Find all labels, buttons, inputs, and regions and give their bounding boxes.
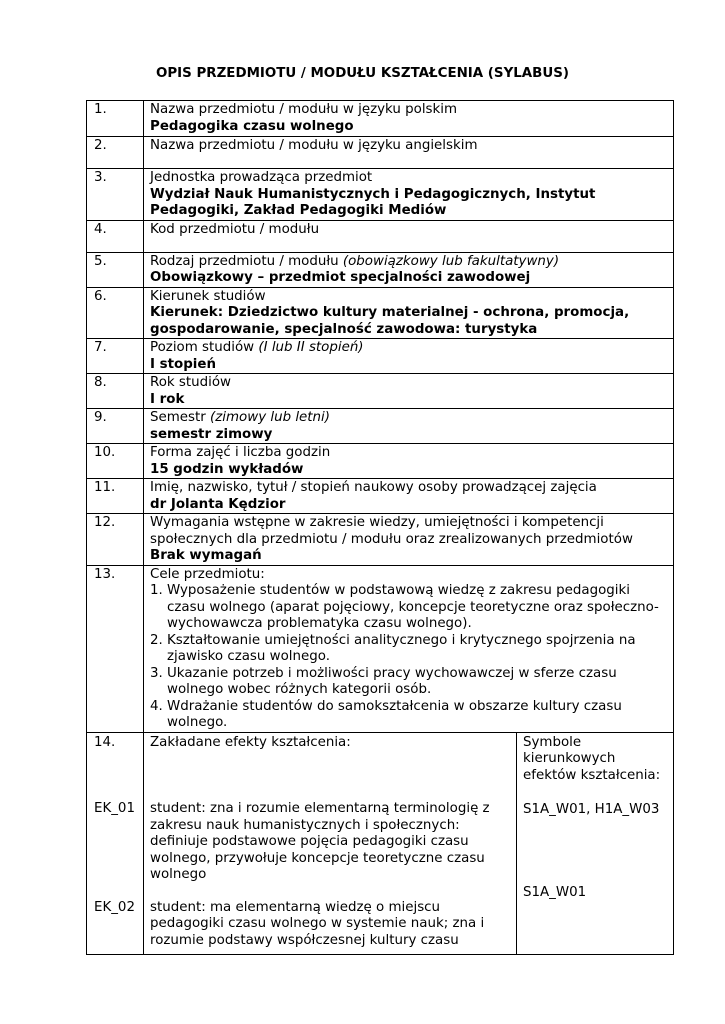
row-value: Pedagogika czasu wolnego [150, 118, 354, 134]
table-row-effects [87, 732, 674, 954]
list-item: 2. Kształtowanie umiejętności analitycznego i krytycznego spojrzenia na zjawisko czasu wolnego. [150, 632, 636, 664]
row-number: 13. [87, 565, 144, 732]
effect-code: EK_01 [94, 801, 135, 816]
row-label: Kierunek studiów [150, 288, 266, 304]
row-number: 10. [87, 444, 144, 479]
row-number: 7. [87, 339, 144, 374]
row-number: 8. [87, 374, 144, 409]
table-row [87, 101, 674, 137]
row-value: semestr zimowy [150, 426, 273, 442]
row-value: Brak wymagań [150, 548, 262, 563]
row-value: Wydział Nauk Humanistycznych i Pedagogicznych, Instytut Pedagogiki, Zakład Pedagogiki Mediów [150, 186, 596, 218]
row-label: Nazwa przedmiotu / modułu w języku angielskim [150, 138, 478, 153]
table-row [87, 287, 674, 339]
row-number: 1. [87, 101, 144, 137]
row-number: 12. [87, 514, 144, 566]
row-number: 9. [87, 409, 144, 444]
list-item: 1. Wyposażenie studentów w podstawową wiedzę z zakresu pedagogiki czasu wolnego (aparat pojęciowy, koncepcje teoretyczne oraz społeczno-wychowawcza problematyka czasu wolnego). [150, 583, 659, 631]
table-row [87, 514, 674, 566]
row-number: 3. [87, 169, 144, 221]
row-number: 5. [87, 252, 144, 287]
row-number: 2. [87, 137, 144, 169]
row-label: Rok studiów [150, 375, 231, 390]
row-label: Poziom studiów [150, 340, 255, 355]
row-label: Nazwa przedmiotu / modułu w języku polskim [150, 102, 458, 117]
table-row [87, 409, 674, 444]
effect-description: student: ma elementarną wiedzę o miejscu pedagogiki czasu wolnego w systemie nauk; zna i rozumie podstawy współczesnej kultury czasu [150, 899, 485, 948]
list-item: 4. Wdrażanie studentów do samokształcenia w obszarze kultury czasu wolnego. [150, 698, 622, 730]
table-row [87, 374, 674, 409]
row-label: Jednostka prowadząca przedmiot [150, 170, 373, 185]
effect-symbols: S1A_W01, H1A_W03 [523, 802, 660, 817]
row-number: 4. [87, 220, 144, 252]
table-row-goals [87, 565, 674, 732]
table-row [87, 252, 674, 287]
effect-code: EK_02 [94, 899, 135, 915]
row-number: 11. [87, 479, 144, 514]
row-hint: (obowiązkowy lub fakultatywny) [342, 253, 560, 269]
row-hint: (zimowy lub letni) [210, 410, 330, 425]
row-value: I stopień [150, 356, 217, 372]
symbols-header: Symbole kierunkowych efektów kształcenia: [523, 734, 661, 783]
table-row [87, 220, 674, 252]
table-row [87, 339, 674, 374]
row-number: 6. [87, 287, 144, 339]
effect-description: student: zna i rozumie elementarną terminologię z zakresu nauk humanistycznych i społecznych: definiuje podstawowe pojęcia pedagogiki czasu wolnego, przywołuje koncepcje teoretyczne czasu wolnego [150, 801, 490, 882]
row-label: Semestr [150, 410, 206, 425]
row-value: Obowiązkowy – przedmiot specjalności zawodowej [150, 270, 531, 285]
row-value: dr Jolanta Kędzior [150, 496, 286, 512]
row-label: Forma zajęć i liczba godzin [150, 445, 331, 460]
document-title: OPIS PRZEDMIOTU / MODUŁU KSZTAŁCENIA (SYLABUS) [155, 66, 570, 81]
effect-symbols: S1A_W01 [523, 884, 587, 900]
table-row [87, 444, 674, 479]
syllabus-table [86, 100, 674, 955]
effects-label: Zakładane efekty kształcenia: [150, 734, 351, 750]
row-label: Imię, nazwisko, tytuł / stopień naukowy osoby prowadzącej zajęcia [150, 480, 597, 495]
table-row [87, 479, 674, 514]
row-label: Rodzaj przedmiotu / modułu [150, 253, 339, 269]
row-number: 14. [94, 734, 116, 750]
row-value: 15 godzin wykładów [150, 461, 304, 477]
goals-list [150, 583, 667, 732]
table-row [87, 169, 674, 221]
row-value: Kierunek: Dziedzictwo kultury materialnej - ochrona, promocja, gospodarowanie, specjalność zawodowa: turystyka [150, 305, 630, 337]
row-label: Wymagania wstępne w zakresie wiedzy, umiejętności i kompetencji społecznych dla przedmiotu / modułu oraz zrealizowanych przedmiotów [150, 515, 633, 547]
goals-label: Cele przedmiotu: [150, 566, 265, 582]
row-value: I rok [150, 391, 185, 407]
row-label: Kod przedmiotu / modułu [150, 221, 320, 237]
list-item: 3. Ukazanie potrzeb i możliwości pracy wychowawczej w sferze czasu wolnego wobec różnych kategorii osób. [150, 665, 617, 697]
table-row [87, 137, 674, 169]
row-hint: (I lub II stopień) [258, 340, 364, 355]
